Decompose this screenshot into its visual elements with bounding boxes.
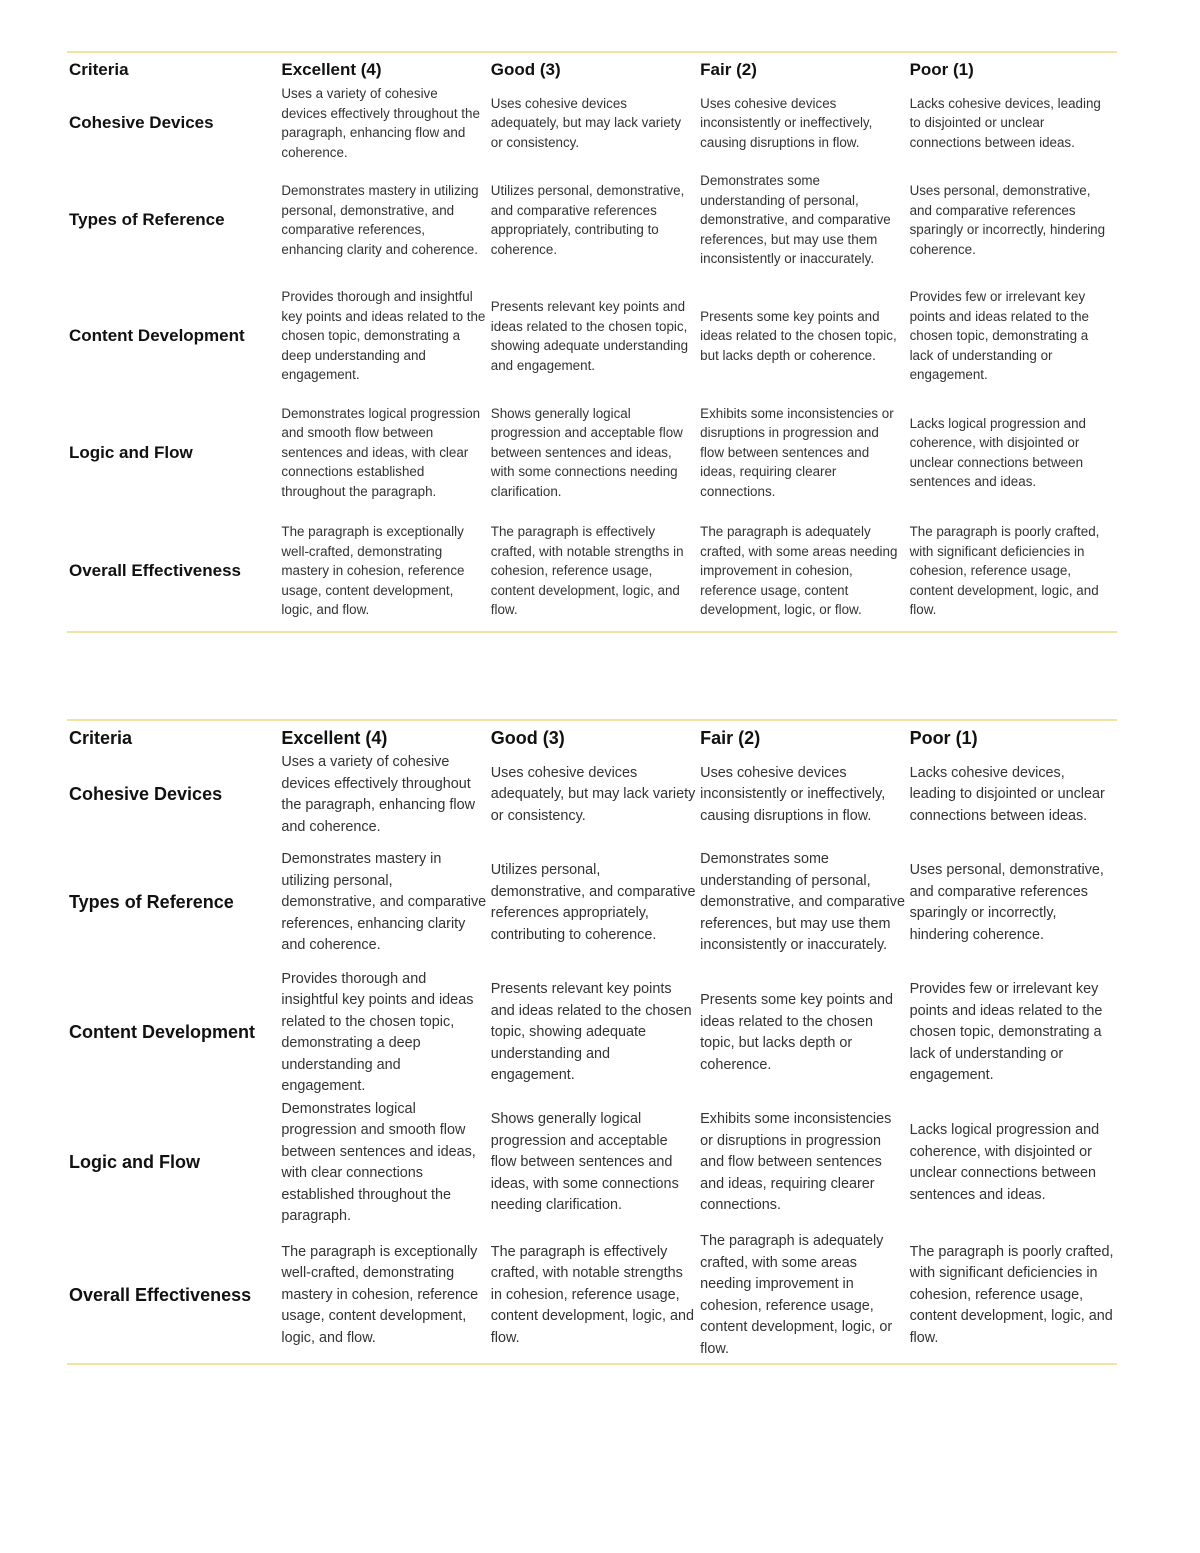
excellent-cell: Provides thorough and insightful key points and ideas related to the chosen topic, demonstrating a deep understanding and engagement. (281, 289, 486, 383)
fair-cell: The paragraph is adequately crafted, with some areas needing improvement in cohesion, reference usage, content development, logic, or flow. (700, 524, 898, 618)
fair-cell: Presents some key points and ideas related to the chosen topic, but lacks depth or coherence. (700, 992, 893, 1073)
poor-cell: Lacks cohesive devices, leading to disjointed or unclear connections between ideas. (909, 95, 1101, 150)
criterion-label: Content Development (69, 1022, 256, 1043)
poor-cell: The paragraph is poorly crafted, with significant deficiencies in cohesion, reference usage, content development, logic, and flow. (909, 524, 1100, 618)
table-row (67, 278, 1117, 394)
poor-cell: The paragraph is poorly crafted, with significant deficiencies in cohesion, reference usage, content development, logic, and flow. (909, 1243, 1114, 1346)
header-criteria: Criteria (69, 60, 129, 79)
excellent-cell: Demonstrates mastery in utilizing personal, demonstrative, and comparative references, enhancing clarity and coherence. (281, 851, 487, 954)
criterion-label: Overall Effectiveness (69, 1284, 252, 1305)
table-row (67, 752, 1117, 838)
header-poor: Poor (1) (909, 60, 974, 79)
criterion-label: Cohesive Devices (69, 784, 223, 805)
criterion-label: Types of Reference (69, 892, 234, 913)
poor-cell: Provides few or irrelevant key points and ideas related to the chosen topic, demonstrating a lack of understanding or engagement. (909, 289, 1089, 383)
rubric-table-1 (67, 51, 1117, 633)
good-cell: Presents relevant key points and ideas related to the chosen topic, showing adequate understanding and engagement. (490, 981, 692, 1084)
header-criteria: Criteria (69, 727, 133, 748)
criterion-label: Overall Effectiveness (69, 561, 241, 581)
table-row (67, 1228, 1117, 1364)
criterion-label: Logic and Flow (69, 442, 193, 462)
excellent-cell: The paragraph is exceptionally well-crafted, demonstrating mastery in cohesion, reference usage, content development, logic, and flow. (281, 524, 465, 618)
poor-cell: Lacks cohesive devices, leading to disjointed or unclear connections between ideas. (909, 764, 1105, 824)
excellent-cell: Provides thorough and insightful key points and ideas related to the chosen topic, demonstrating a deep understanding and engagement. (281, 970, 474, 1094)
fair-cell: Uses cohesive devices inconsistently or ineffectively, causing disruptions in flow. (700, 95, 873, 150)
table-row (67, 394, 1117, 511)
fair-cell: The paragraph is adequately crafted, with some areas needing improvement in cohesion, reference usage, content development, logic, or flow. (700, 1233, 893, 1357)
excellent-cell: Demonstrates mastery in utilizing personal, demonstrative, and comparative references, enhancing clarity and coherence. (281, 183, 479, 257)
excellent-cell: The paragraph is exceptionally well-crafted, demonstrating mastery in cohesion, reference usage, content development, logic, and flow. (281, 1243, 479, 1346)
header-fair: Fair (2) (700, 727, 761, 748)
fair-cell: Demonstrates some understanding of personal, demonstrative, and comparative references, but may use them inconsistently or inaccurately. (700, 851, 905, 954)
fair-cell: Uses cohesive devices inconsistently or ineffectively, causing disruptions in flow. (700, 764, 886, 824)
header-row (67, 720, 1117, 752)
header-poor: Poor (1) (909, 727, 978, 748)
header-good: Good (3) (490, 60, 561, 79)
table-row (67, 1098, 1117, 1228)
criterion-label: Logic and Flow (69, 1152, 200, 1173)
fair-cell: Exhibits some inconsistencies or disruptions in progression and flow between sentences and ideas, requiring clearer connections. (700, 405, 894, 499)
excellent-cell: Demonstrates logical progression and smooth flow between sentences and ideas, with clear connections established throughout the paragraph. (281, 1100, 476, 1224)
poor-cell: Lacks logical progression and coherence, with disjointed or unclear connections between sentences and ideas. (909, 1122, 1100, 1203)
header-row (67, 52, 1117, 84)
poor-cell: Uses personal, demonstrative, and comparative references sparingly or incorrectly, hindering coherence. (909, 862, 1104, 943)
poor-cell: Provides few or irrelevant key points and ideas related to the chosen topic, demonstrating a lack of understanding or engagement. (909, 981, 1103, 1084)
header-excellent: Excellent (4) (281, 727, 388, 748)
header-good: Good (3) (490, 727, 565, 748)
header-excellent: Excellent (4) (281, 60, 382, 79)
fair-cell: Exhibits some inconsistencies or disruptions in progression and flow between sentences and ideas, requiring clearer connections. (700, 1111, 892, 1214)
good-cell: Uses cohesive devices adequately, but may lack variety or consistency. (490, 764, 696, 824)
good-cell: Uses cohesive devices adequately, but may lack variety or consistency. (490, 95, 682, 150)
excellent-cell: Uses a variety of cohesive devices effectively throughout the paragraph, enhancing flow and coherence. (281, 86, 480, 160)
criterion-label: Cohesive Devices (69, 113, 214, 133)
good-cell: Shows generally logical progression and acceptable flow between sentences and ideas, with some connections needing clarification. (490, 405, 683, 499)
good-cell: The paragraph is effectively crafted, with notable strengths in cohesion, reference usage, content development, logic, and flow. (490, 524, 684, 618)
rubric-table-2 (67, 719, 1117, 1365)
criterion-label: Types of Reference (69, 210, 225, 230)
table-row (67, 162, 1117, 278)
poor-cell: Uses personal, demonstrative, and comparative references sparingly or incorrectly, hindering coherence. (909, 183, 1106, 257)
good-cell: Utilizes personal, demonstrative, and comparative references appropriately, contributing to coherence. (490, 862, 696, 943)
good-cell: Utilizes personal, demonstrative, and comparative references appropriately, contributing to coherence. (490, 183, 685, 257)
excellent-cell: Demonstrates logical progression and smooth flow between sentences and ideas, with clear connections established throughout the paragraph. (281, 405, 481, 499)
fair-cell: Demonstrates some understanding of personal, demonstrative, and comparative references, but may use them inconsistently or inaccurately. (700, 173, 891, 267)
table-row (67, 838, 1117, 968)
good-cell: The paragraph is effectively crafted, with notable strengths in cohesion, reference usage, content development, logic, and flow. (490, 1243, 694, 1346)
poor-cell: Lacks logical progression and coherence, with disjointed or unclear connections between sentences and ideas. (909, 415, 1086, 489)
excellent-cell: Uses a variety of cohesive devices effectively throughout the paragraph, enhancing flow and coherence. (281, 754, 476, 835)
table-row (67, 511, 1117, 632)
header-fair: Fair (2) (700, 60, 757, 79)
table-row (67, 84, 1117, 162)
fair-cell: Presents some key points and ideas related to the chosen topic, but lacks depth or coherence. (700, 308, 897, 363)
good-cell: Presents relevant key points and ideas related to the chosen topic, showing adequate understanding and engagement. (490, 299, 689, 373)
criterion-label: Content Development (69, 326, 245, 346)
good-cell: Shows generally logical progression and acceptable flow between sentences and ideas, with some connections needing clarification. (490, 1111, 679, 1214)
table-row (67, 968, 1117, 1098)
